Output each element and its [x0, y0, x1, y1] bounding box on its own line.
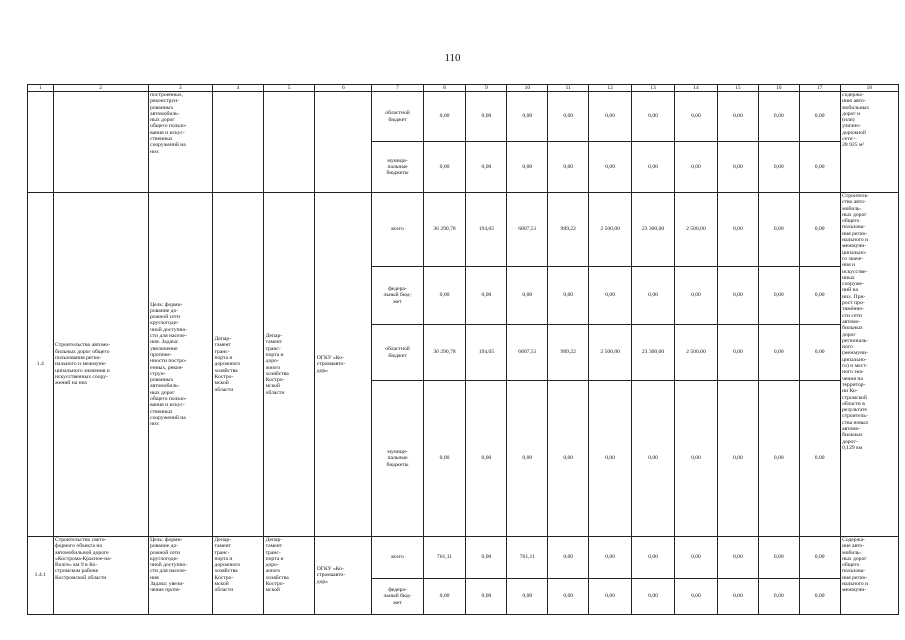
value-cell: 0,00: [632, 579, 675, 615]
page-number: 110: [444, 52, 461, 64]
column-number-8: 8: [423, 85, 466, 92]
value-cell: 0,00: [466, 381, 507, 537]
value-cell: 0,00: [799, 267, 840, 325]
value-cell: 0,00: [423, 267, 466, 325]
value-cell: 0,00: [632, 92, 675, 142]
value-cell: 0,00: [799, 537, 840, 579]
value-cell: 0,00: [717, 267, 758, 325]
column-number-9: 9: [466, 85, 507, 92]
item-executor: Депар- тамент транс- порта и дорожного хозяйства Костро- мской области: [213, 537, 264, 615]
item-goal: Цель: форми- рование до- рожной сети круглогоди- чной доступно- сти для населе- ния Задача: увели- чение протя-: [148, 537, 212, 615]
value-cell: 0,00: [589, 142, 632, 193]
item-name: Строительство свето- форного объекта на автомобильной дороге «Кострома-Красное-на- Волге» км 9 в Ко- стромском районе Костромской области: [53, 537, 148, 615]
value-cell: 0,00: [717, 92, 758, 142]
value-cell: 0,00: [675, 92, 718, 142]
value-cell: 2 500,00: [589, 325, 632, 381]
value-cell: 0,00: [423, 579, 466, 615]
value-cell: 0,00: [466, 142, 507, 193]
value-cell: 0,00: [466, 537, 507, 579]
value-cell: 0,00: [675, 579, 718, 615]
value-cell: 0,00: [799, 579, 840, 615]
value-cell: 0,00: [717, 142, 758, 193]
value-cell: 0,00: [675, 537, 718, 579]
value-cell: 0,00: [589, 537, 632, 579]
column-number-6: 6: [315, 85, 372, 92]
value-cell: 0,00: [758, 325, 799, 381]
value-cell: 0,00: [589, 579, 632, 615]
value-cell: 0,00: [548, 92, 589, 142]
value-cell: 0,00: [758, 537, 799, 579]
value-cell: 0,00: [507, 142, 548, 193]
item-name: Строительство автомо- бильных дорог общего пользования регио- нального и межмуни- ципального значения и искусственных соору- жений на них: [53, 193, 148, 537]
value-cell: 194,05: [466, 193, 507, 267]
value-cell: 0,00: [548, 381, 589, 537]
item-result: Содержа- ние авто- мобиль- ных дорог общего пользова- ния регио- нального и межмуни-: [840, 537, 898, 615]
value-cell: 0,00: [632, 537, 675, 579]
item-executor: Депар- тамент транс- порта и дорожного хозяйства Костро- мской области: [213, 193, 264, 537]
column-number-11: 11: [548, 85, 589, 92]
cont-col4: [213, 92, 264, 193]
item-goal: Цель: форми- рование до- рожной сети круглогоди- чной доступно- сти для населе- ния. Задача: увеличение протяже- нности постро- енных, рекон- струи- рованных автомобиль- ных дорог общего пользо- вания и искус- ственных сооружений на них: [148, 193, 212, 537]
table-row: [28, 537, 899, 579]
column-number-15: 15: [717, 85, 758, 92]
value-cell: 0,00: [507, 381, 548, 537]
value-cell: 0,00: [717, 325, 758, 381]
value-cell: 0,00: [466, 92, 507, 142]
value-cell: 0,00: [717, 381, 758, 537]
column-number-14: 14: [675, 85, 718, 92]
column-number-4: 4: [213, 85, 264, 92]
column-number-18: 18: [840, 85, 898, 92]
value-cell: 989,22: [548, 325, 589, 381]
table-row: [28, 193, 899, 267]
item-number: 1.4.1: [28, 537, 54, 615]
column-number-2: 2: [53, 85, 148, 92]
value-cell: 0,00: [466, 267, 507, 325]
value-cell: 761,11: [423, 537, 466, 579]
column-number-3: 3: [148, 85, 212, 92]
value-cell: 0,00: [507, 267, 548, 325]
item-result: Строитель- ство авто- мобиль- ных дорог общего пользова- ния регио- нального и межмуни- ципально- го значе- ния и искусстве- нных сооруже- ний на них. При- рост про- тяжённо- сти сети автомо- бильных дорог региональ- ного (межмуни- ципально- го) и мест- ного зна- чения на территор- ии Ко- стромской области в результате строитель- ства новых автомо- бильных дорог– 0,129 км: [840, 193, 898, 537]
value-cell: 0,00: [548, 537, 589, 579]
cont-col6: [315, 92, 372, 193]
value-cell: 0,00: [548, 142, 589, 193]
value-cell: 0,00: [717, 193, 758, 267]
value-cell: 0,00: [799, 381, 840, 537]
value-cell: 0,00: [632, 267, 675, 325]
value-cell: 0,00: [423, 142, 466, 193]
table-row: [28, 92, 899, 142]
value-cell: 0,00: [799, 92, 840, 142]
column-number-13: 13: [632, 85, 675, 92]
value-cell: 0,00: [717, 579, 758, 615]
item-coexecutor: Депар- тамент транс- порта и доро- жного хозяйства Костро- мской области: [264, 193, 315, 537]
value-cell: 761,11: [507, 537, 548, 579]
value-cell: 0,00: [758, 267, 799, 325]
value-cell: 0,00: [548, 267, 589, 325]
value-cell: 194,05: [466, 325, 507, 381]
source-cell: муници- пальные бюджеты: [372, 381, 423, 537]
cont-col1: [28, 92, 54, 193]
value-cell: 2 500,00: [675, 325, 718, 381]
value-cell: 0,00: [799, 193, 840, 267]
item-participant: ОГКУ «Ко- стромаавто- дор»: [315, 193, 372, 537]
value-cell: 989,22: [548, 193, 589, 267]
value-cell: 0,00: [466, 579, 507, 615]
column-number-16: 16: [758, 85, 799, 92]
value-cell: 6807,51: [507, 325, 548, 381]
value-cell: 2 500,00: [675, 193, 718, 267]
source-cell: муници- пальные бюджеты: [372, 142, 423, 193]
cont-goal: построенных, реконструи- рованных автомобиль- ных дорог общего пользо- вания и искус- ственных сооружений на них: [148, 92, 212, 193]
value-cell: 0,00: [423, 92, 466, 142]
value-cell: 23 300,00: [632, 325, 675, 381]
value-cell: 0,00: [589, 267, 632, 325]
value-cell: 0,00: [758, 142, 799, 193]
source-cell: федера- льный бюд- жет: [372, 579, 423, 615]
value-cell: 0,00: [675, 267, 718, 325]
value-cell: 36 290,78: [423, 193, 466, 267]
column-number-12: 12: [589, 85, 632, 92]
value-cell: 2 500,00: [589, 193, 632, 267]
value-cell: 0,00: [675, 381, 718, 537]
value-cell: 23 300,00: [632, 193, 675, 267]
value-cell: 0,00: [758, 193, 799, 267]
value-cell: 0,00: [675, 142, 718, 193]
item-number: 1.4: [28, 193, 54, 537]
value-cell: 6807,51: [507, 193, 548, 267]
value-cell: 0,00: [758, 381, 799, 537]
source-cell: федера- льный бюд- жет: [372, 267, 423, 325]
source-cell: всего: [372, 193, 423, 267]
value-cell: 0,00: [423, 381, 466, 537]
cont-result: содержа- нию авто- мобильных дорог и (или) улично- дорожной сети – 28 925 м²: [840, 92, 898, 193]
value-cell: 0,00: [589, 381, 632, 537]
value-cell: 0,00: [589, 92, 632, 142]
value-cell: 0,00: [632, 142, 675, 193]
column-number-17: 17: [799, 85, 840, 92]
column-number-10: 10: [507, 85, 548, 92]
value-cell: 0,00: [507, 579, 548, 615]
value-cell: 0,00: [799, 325, 840, 381]
cont-col5: [264, 92, 315, 193]
budget-table: [27, 84, 899, 615]
column-number-5: 5: [264, 85, 315, 92]
item-coexecutor: Депар- тамент транс- порта и доро- жного хозяйства Костро- мской: [264, 537, 315, 615]
value-cell: 0,00: [758, 92, 799, 142]
source-cell: областной бюджет: [372, 92, 423, 142]
value-cell: 36 290,78: [423, 325, 466, 381]
column-number-row: [28, 85, 899, 92]
item-participant: ОГКУ «Ко- стромаавто- дор»: [315, 537, 372, 615]
column-number-1: 1: [28, 85, 54, 92]
source-cell: областной бюджет: [372, 325, 423, 381]
source-cell: всего: [372, 537, 423, 579]
column-number-7: 7: [372, 85, 423, 92]
cont-col2: [53, 92, 148, 193]
value-cell: 0,00: [799, 142, 840, 193]
value-cell: 0,00: [632, 381, 675, 537]
value-cell: 0,00: [548, 579, 589, 615]
value-cell: 0,00: [717, 537, 758, 579]
value-cell: 0,00: [507, 92, 548, 142]
value-cell: 0,00: [758, 579, 799, 615]
